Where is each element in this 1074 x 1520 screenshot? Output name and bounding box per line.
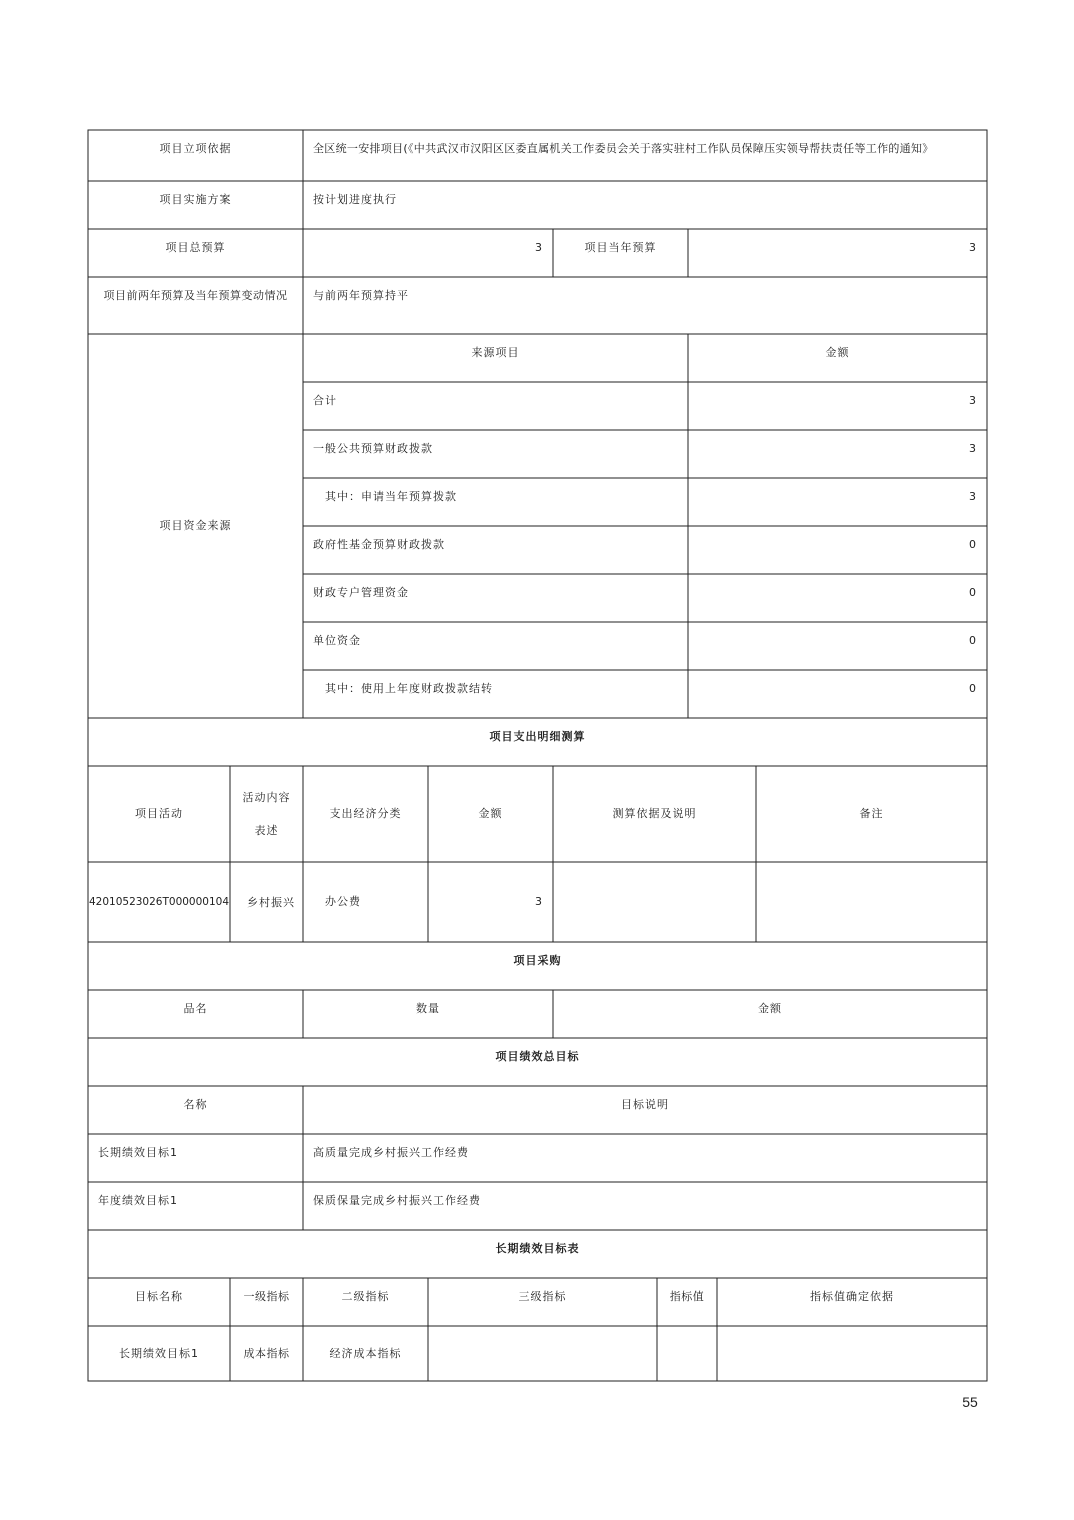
- procurement-header-amount: 金额: [758, 1002, 782, 1015]
- expense-section-title: 项目支出明细测算: [489, 730, 586, 743]
- goals-header-name: 名称: [183, 1098, 208, 1111]
- expense-note: [756, 862, 987, 942]
- funding-row-name: 财政专户管理资金: [313, 586, 409, 599]
- funding-header-amount: 金额: [825, 346, 850, 359]
- long-term-header-level1: 一级指标: [243, 1290, 290, 1303]
- basis-label: 项目立项依据: [159, 142, 232, 155]
- expense-header-note: 备注: [859, 807, 884, 820]
- goal-desc: 高质量完成乡村振兴工作经费: [313, 1146, 469, 1159]
- budget-year-label: 项目当年预算: [584, 241, 657, 254]
- funding-row-name: 单位资金: [313, 634, 361, 647]
- goals-section-title: 项目绩效总目标: [495, 1050, 580, 1063]
- change-label: 项目前两年预算及当年预算变动情况: [103, 289, 288, 302]
- expense-header-basis: 测算依据及说明: [612, 807, 697, 820]
- long-term-level1: 成本指标: [243, 1346, 290, 1360]
- long-term-header-level3: 三级指标: [518, 1290, 567, 1303]
- procurement-section-title: 项目采购: [513, 954, 562, 967]
- funding-row-name: 合计: [313, 394, 337, 407]
- funding-row-amount: 0: [969, 538, 977, 551]
- goal-name: 年度绩效目标1: [98, 1194, 178, 1207]
- expense-header-content: 活动内容表述: [242, 791, 291, 837]
- expense-content: 乡村振兴: [247, 895, 295, 909]
- long-term-header-value: 指标值: [669, 1290, 705, 1303]
- goals-header-desc: 目标说明: [621, 1098, 669, 1111]
- expense-amount: 3: [535, 895, 543, 908]
- funding-row-name: 一般公共预算财政拨款: [313, 442, 433, 455]
- funding-row-amount: 0: [969, 634, 977, 647]
- expense-header-amount: 金额: [478, 807, 503, 820]
- funding-row-amount: 0: [969, 682, 977, 695]
- page-number: 55: [962, 1394, 978, 1410]
- funding-row-name: 其中：申请当年预算拨款: [325, 490, 457, 503]
- funding-header-source: 来源项目: [471, 346, 520, 359]
- procurement-header-quantity: 数量: [416, 1002, 440, 1015]
- funding-row-amount: 3: [969, 442, 977, 455]
- long-term-header-level2: 二级指标: [341, 1290, 390, 1303]
- funding-row-amount: 3: [969, 490, 977, 503]
- long-term-level2: 经济成本指标: [329, 1346, 402, 1360]
- long-term-goal: 长期绩效目标1: [119, 1346, 199, 1360]
- basis-value: 全区统一安排项目(《中共武汉市汉阳区区委直属机关工作委员会关于落实驻村工作队员保障压实领导帮扶责任等工作的通知》: [313, 142, 934, 155]
- procurement-header-name: 品名: [183, 1002, 208, 1015]
- expense-basis: [553, 862, 756, 942]
- funding-row-amount: 0: [969, 586, 977, 599]
- funding-row-name: 其中：使用上年度财政拨款结转: [325, 682, 493, 695]
- long-term-section-title: 长期绩效目标表: [495, 1242, 580, 1255]
- funding-row-amount: 3: [969, 394, 977, 407]
- expense-header-activity: 项目活动: [135, 807, 183, 820]
- budget-total-value: 3: [535, 241, 543, 254]
- change-value: 与前两年预算持平: [313, 289, 409, 302]
- funding-row-name: 政府性基金预算财政拨款: [313, 538, 445, 551]
- long-term-level3: [428, 1326, 657, 1381]
- expense-header-category: 支出经济分类: [329, 807, 402, 820]
- goal-desc: 保质保量完成乡村振兴工作经费: [313, 1194, 481, 1207]
- budget-year-value: 3: [969, 241, 977, 254]
- long-term-header-goal: 目标名称: [135, 1290, 183, 1303]
- goal-name: 长期绩效目标1: [98, 1146, 178, 1159]
- long-term-header-basis: 指标值确定依据: [810, 1290, 894, 1303]
- budget-total-label: 项目总预算: [165, 241, 226, 254]
- long-term-basis: [717, 1326, 987, 1381]
- expense-activity-code: 42010523026T000000104: [88, 896, 230, 908]
- long-term-value: [657, 1326, 717, 1381]
- funding-label: 项目资金来源: [159, 519, 232, 532]
- plan-value: 按计划进度执行: [313, 193, 397, 206]
- expense-category: 办公费: [325, 895, 361, 908]
- plan-label: 项目实施方案: [159, 193, 232, 206]
